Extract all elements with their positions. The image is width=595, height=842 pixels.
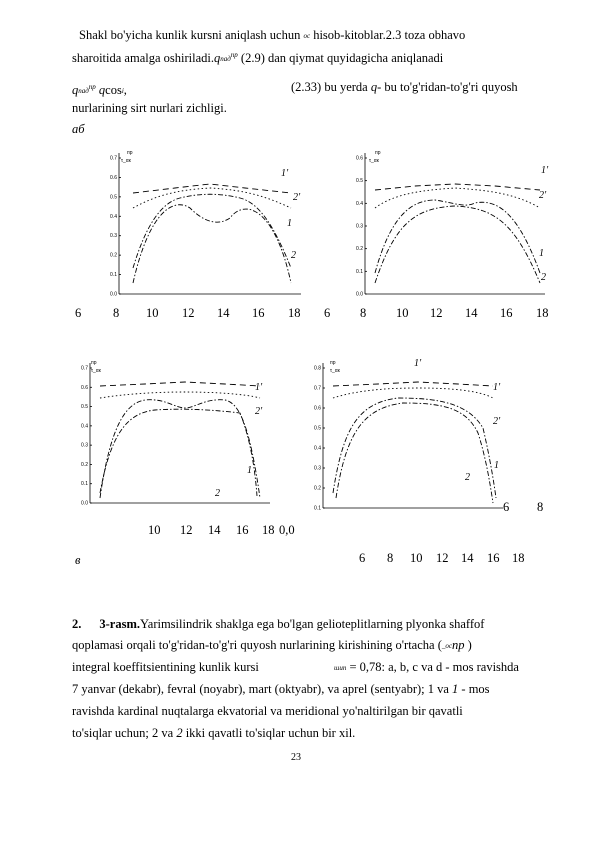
- chart-b-ytick-2: 0.4: [356, 200, 363, 207]
- chart-v-ytick-1: 0.6: [81, 384, 88, 391]
- chart-g-ytick-0: 0.8: [314, 365, 321, 372]
- chart-b-ylabel-bottom: τ_αк: [369, 158, 379, 164]
- tick-br-4: 14: [461, 551, 474, 565]
- eq-q: q: [370, 80, 378, 94]
- chart-a: [105, 148, 305, 298]
- chart-v-ytick-0: 0.7: [81, 365, 88, 372]
- para1-line1-text: Shakl bo'yicha kunlik kursni aniqlash uchun: [79, 28, 301, 42]
- caption-text-2: qoplamasi orqali to'g'ridan-to'g'ri quyosh nurlarining kirishining o'rtacha (: [72, 638, 442, 652]
- para1-line4: nurlarining sirt nurlari zichligi.: [72, 101, 227, 115]
- chart-a-ylabel-bottom: τ_αк: [121, 158, 131, 164]
- caption-text-5: ravishda kardinal nuqtalarga ekvatorial va meridional yo'naltirilgan bir qavatli: [72, 704, 463, 718]
- tick-top-9: 10: [396, 306, 409, 320]
- chart-a-ytick-0: 0.7: [110, 155, 117, 162]
- tick-bl-5: 0,0: [279, 523, 295, 537]
- formula-line: [72, 80, 127, 99]
- chart-a-label-1p: 1′: [281, 168, 289, 179]
- tick-br-extra-1: 8: [537, 500, 544, 514]
- caption-title: 3-rasm.: [99, 617, 140, 631]
- chart-g-ylabel-top: пр: [330, 360, 336, 366]
- tick-br-1: 8: [387, 551, 394, 565]
- chart-a-curve-1: [133, 194, 291, 268]
- formula-q: q: [72, 83, 79, 97]
- tick-bl-1: 12: [180, 523, 193, 537]
- caption-number: 2.: [72, 617, 82, 631]
- formula-sup: пр: [88, 83, 96, 91]
- chart-a-ytick-5: 0.2: [110, 252, 117, 259]
- tick-bl-2: 14: [208, 523, 221, 537]
- chart-a-ytick-7: 0.0: [110, 291, 117, 298]
- para1-line2: [72, 48, 443, 67]
- chart-b-ytick-1: 0.5: [356, 178, 363, 185]
- chart-v-ytick-5: 0.2: [81, 461, 88, 468]
- chart-g-label-1: 1: [494, 460, 499, 471]
- chart-g-ytick-7: 0.1: [314, 505, 321, 512]
- chart-b-curve-2p: [375, 188, 540, 208]
- chart-b-ytick-0: 0.6: [356, 155, 363, 162]
- subscript-oc: ос: [303, 32, 311, 40]
- caption-text-6b: ikki qavatli to'siqlar uchun bir xil.: [185, 726, 356, 740]
- tick-br-3: 12: [436, 551, 449, 565]
- caption-text-3b: = 0,78: a, b, c va d - mos ravishda: [349, 660, 519, 674]
- tick-top-0: 6: [75, 306, 82, 320]
- eq-ref: (2.33) bu yerda: [291, 80, 368, 94]
- q-superscript: пр: [230, 51, 238, 59]
- chart-b-label-1p: 1′: [541, 165, 549, 176]
- chart-a-curve-2p: [133, 188, 291, 208]
- tick-top-5: 16: [252, 306, 265, 320]
- tick-top-13: 18: [536, 306, 549, 320]
- chart-a-curve-1p: [133, 184, 291, 193]
- chart-g-label-1p: 1′: [493, 382, 501, 393]
- caption-line4: [72, 682, 490, 697]
- chart-b-ytick-3: 0.3: [356, 223, 363, 230]
- caption-it-2: 2: [176, 726, 183, 740]
- eq-rest: - bu to'g'ridan-to'g'ri quyosh: [377, 80, 518, 94]
- chart-v-ylabel-bottom: τ_αк: [91, 368, 101, 374]
- caption-text-4: 7 yanvar (dekabr), fevral (noyabr), mart (oktyabr), va aprel (sentyabr); 1 va: [72, 682, 449, 696]
- formula-sub: пад: [78, 87, 89, 95]
- caption-text-1: Yarimsilindrik shaklga ega bo'lgan gelioteplitlarning plyonka shaffof: [140, 617, 485, 631]
- q-subscript: пад: [220, 55, 231, 63]
- caption-np: пр: [451, 638, 465, 652]
- tick-top-3: 12: [182, 306, 195, 320]
- formula-i: i: [121, 87, 124, 95]
- tick-br-extra-0: 6: [503, 500, 510, 514]
- caption-line2: [72, 638, 472, 654]
- chart-g-curve-1p: [333, 382, 493, 386]
- tick-br-2: 10: [410, 551, 423, 565]
- chart-b-ytick-4: 0.2: [356, 246, 363, 253]
- tick-bl-4: 18: [262, 523, 275, 537]
- tick-top-8: 8: [360, 306, 367, 320]
- chart-g-curve-2p: [333, 388, 493, 398]
- formula-comma: ,: [123, 83, 127, 97]
- tick-br-6: 18: [512, 551, 525, 565]
- chart-g: [314, 358, 518, 512]
- chart-a-ytick-2: 0.5: [110, 194, 117, 201]
- chart-b-ytick-5: 0.1: [356, 268, 363, 275]
- chart-a-curve-2: [133, 205, 291, 283]
- chart-g-ytick-5: 0.3: [314, 465, 321, 472]
- chart-g-ytick-3: 0.5: [314, 425, 321, 432]
- chart-v-label-2p: 2′: [255, 406, 263, 417]
- panel-letters-ab: аб: [72, 122, 85, 136]
- formula-q2: q: [98, 83, 106, 97]
- tick-top-11: 14: [465, 306, 478, 320]
- formula-cos: cos: [105, 83, 122, 97]
- chart-v-ylabel-top: пр: [91, 360, 97, 366]
- tick-top-2: 10: [146, 306, 159, 320]
- caption-text-6: to'siqlar uchun; 2 va: [72, 726, 174, 740]
- tick-top-7: 6: [324, 306, 331, 320]
- chart-b-label-1: 1: [539, 248, 544, 259]
- caption-sub: шип: [334, 664, 347, 672]
- tick-top-10: 12: [430, 306, 443, 320]
- chart-a-label-2p: 2′: [293, 192, 301, 203]
- chart-g-label-2: 2: [465, 472, 470, 483]
- caption-text-3: integral koeffitsientining kunlik kursi: [72, 660, 259, 674]
- tick-bl-3: 16: [236, 523, 249, 537]
- chart-v-label-2: 2: [215, 488, 220, 499]
- tick-top-12: 16: [500, 306, 513, 320]
- chart-v-curve-2: [100, 409, 257, 496]
- para1-line2-end: (2.9) dan qiymat quyidagicha aniqlanadi: [240, 51, 444, 65]
- chart-g-ytick-6: 0.2: [314, 485, 321, 492]
- chart-g-label-2p: 2′: [493, 416, 501, 427]
- chart-v: [81, 358, 285, 508]
- chart-a-ylabel-top: пр: [127, 150, 133, 156]
- chart-v-ytick-4: 0.3: [81, 442, 88, 449]
- chart-b-label-2: 2: [541, 272, 546, 283]
- caption-text-4b: - mos: [461, 682, 490, 696]
- chart-v-ytick-6: 0.1: [81, 481, 88, 488]
- caption-paren: ): [467, 638, 472, 652]
- tick-top-4: 14: [217, 306, 230, 320]
- caption-line6: [72, 726, 355, 741]
- chart-b-curve-1p: [375, 184, 540, 190]
- chart-b: [355, 148, 555, 298]
- chart-g-curve-2: [336, 403, 493, 503]
- tick-top-6: 18: [288, 306, 301, 320]
- eq-ref-line: [291, 80, 518, 95]
- chart-g-curve-1: [333, 398, 496, 498]
- chart-g-ytick-4: 0.4: [314, 445, 321, 452]
- panel-letter-v: в: [75, 553, 81, 567]
- chart-v-ytick-7: 0.0: [81, 500, 88, 507]
- tick-bl-0: 10: [148, 523, 161, 537]
- chart-a-label-2: 2: [291, 250, 296, 261]
- chart-g-ytick-2: 0.6: [314, 405, 321, 412]
- chart-v-curve-2p: [100, 392, 260, 398]
- caption-line5: [72, 704, 463, 719]
- chart-a-label-1: 1: [287, 218, 292, 229]
- chart-g-label-top: 1′: [414, 358, 422, 369]
- chart-v-label-1p: 1′: [255, 382, 263, 393]
- chart-a-ytick-1: 0.6: [110, 174, 117, 181]
- chart-a-ytick-6: 0.1: [110, 272, 117, 279]
- caption-line3: [72, 660, 519, 676]
- page-number: 23: [291, 752, 301, 763]
- q-symbol: q: [213, 51, 221, 65]
- chart-v-ytick-3: 0.4: [81, 423, 88, 430]
- chart-v-label-1: 1: [247, 465, 252, 476]
- chart-b-ytick-6: 0.0: [356, 291, 363, 298]
- chart-v-curve-1: [100, 400, 260, 498]
- para1-line2-text: sharoitida amalga oshiriladi.: [72, 51, 214, 65]
- chart-b-ylabel-top: пр: [375, 150, 381, 156]
- para1-line1: [79, 28, 465, 44]
- tick-br-5: 16: [487, 551, 500, 565]
- chart-v-curve-1p: [100, 382, 260, 386]
- tick-top-1: 8: [113, 306, 120, 320]
- caption-it-1: 1: [452, 682, 459, 696]
- chart-g-ytick-1: 0.7: [314, 385, 321, 392]
- chart-g-ylabel-bottom: τ_αк: [330, 368, 340, 374]
- chart-a-ytick-3: 0.4: [110, 213, 117, 220]
- chart-v-ytick-2: 0.5: [81, 404, 88, 411]
- chart-b-label-2p: 2′: [539, 190, 547, 201]
- chart-a-ytick-4: 0.3: [110, 233, 117, 240]
- tick-br-0: 6: [359, 551, 366, 565]
- para1-line1-end: hisob-kitoblar.2.3 toza obhavo: [313, 28, 466, 42]
- caption-symbol: _ос: [441, 642, 452, 650]
- caption-line1: [72, 617, 484, 632]
